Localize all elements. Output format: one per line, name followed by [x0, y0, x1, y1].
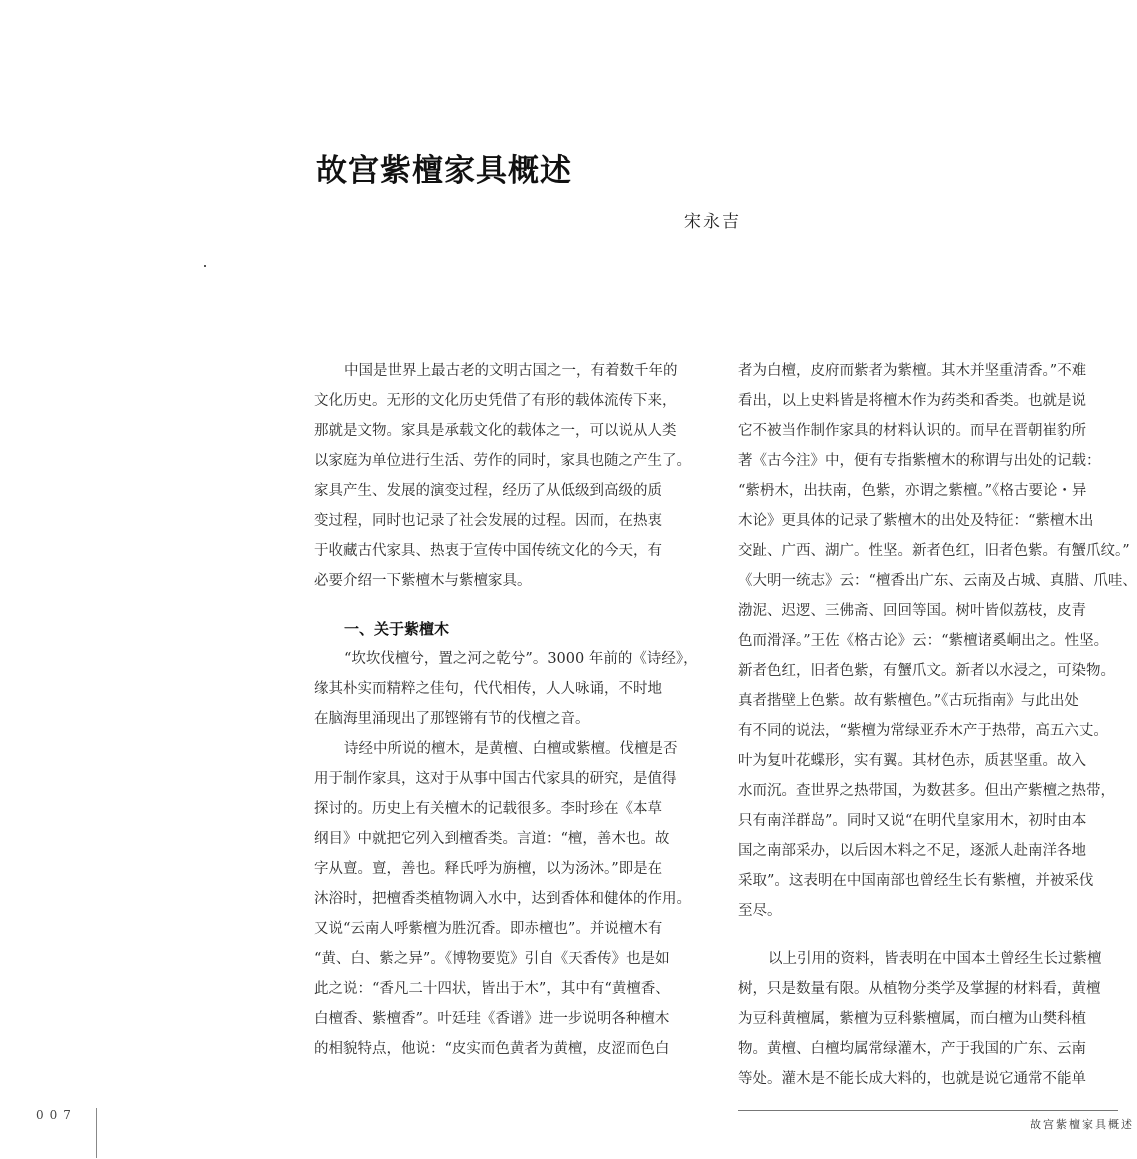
text-line: 木论》更具体的记录了紫檀木的出处及特征：“紫檀木出: [738, 513, 1094, 529]
left-column: [314, 356, 698, 1064]
text-line: 者为白檀，皮府而紫者为紫檀。其木并坚重清香。”不难: [738, 363, 1087, 379]
text-line: 用于制作家具，这对于从事中国古代家具的研究，是值得: [314, 771, 677, 787]
text-line: 沐浴时，把檀香类植物调入水中，达到香体和健体的作用。: [314, 891, 691, 907]
running-title: 故宫紫檀家具概述: [1030, 1118, 1134, 1131]
article-title: 故宫紫檀家具概述: [316, 153, 572, 189]
section-heading: 一、关于紫檀木: [344, 620, 450, 638]
text-line: 真者揩壁上色紫。故有紫檀色。”《古玩指南》与此出处: [738, 693, 1079, 709]
text-line: 有不同的说法，“紫檀为常绿亚乔木产于热带，高五六丈。: [738, 723, 1108, 739]
text-line: “紫枬木，出扶南，色紫，亦谓之紫檀。”《格古要论・异: [738, 483, 1087, 499]
text-line: 以家庭为单位进行生活、劳作的同时，家具也随之产生了。: [314, 453, 691, 469]
text-line: 只有南洋群岛”。同时又说“在明代皇家用木，初时由本: [738, 813, 1087, 829]
text-line: 又说“云南人呼紫檀为胜沉香。即赤檀也”。并说檀木有: [314, 921, 663, 937]
text-line: 以上引用的资料，皆表明在中国本土曾经生长过紫檀: [768, 951, 1102, 967]
text-line: 的相貌特点，他说：“皮实而色黄者为黄檀，皮涩而色白: [314, 1041, 670, 1057]
text-line: 中国是世界上最古老的文明古国之一，有着数千年的: [344, 363, 678, 379]
text-line: 在脑海里涌现出了那铿锵有节的伐檀之音。: [314, 711, 590, 727]
text-line: 《大明一统志》云：“檀香出广东、云南及占城、真腊、爪哇、: [738, 573, 1137, 589]
text-line: 著《古今注》中，便有专指紫檀木的称谓与出处的记载：: [738, 453, 1101, 469]
text-line: 至尽。: [738, 903, 782, 919]
text-line: “黄、白、紫之异”。《博物要览》引自《天香传》也是如: [314, 951, 670, 967]
text-line: 于收藏古代家具、热衷于宣传中国传统文化的今天，有: [314, 543, 662, 559]
gutter-divider: [96, 1108, 97, 1158]
text-line: 看出，以上史料皆是将檀木作为药类和香类。也就是说: [738, 393, 1086, 409]
text-line: 交趾、广西、湖广。性坚。新者色红，旧者色紫。有蟹爪纹。”: [738, 543, 1130, 559]
text-line: 白檀香、紫檀香”。叶廷珪《香谱》进一步说明各种檀木: [314, 1011, 670, 1027]
text-line: 为豆科黄檀属，紫檀为豆科紫檀属，而白檀为山樊科植: [738, 1011, 1086, 1027]
paragraph-gap: [738, 926, 1118, 944]
text-line: 等处。灌木是不能长成大料的，也就是说它通常不能单: [738, 1071, 1086, 1087]
text-line: 家具产生、发展的演变过程，经历了从低级到高级的质: [314, 483, 662, 499]
text-line: 缘其朴实而精粹之佳句，代代相传，人人咏诵，不时地: [314, 681, 662, 697]
text-line: 诗经中所说的檀木，是黄檀、白檀或紫檀。伐檀是否: [344, 741, 678, 757]
scan-speck: [204, 265, 206, 267]
text-line: 探讨的。历史上有关檀木的记载很多。李时珍在《本草: [314, 801, 662, 817]
text-line: 那就是文物。家具是承载文化的载体之一，可以说从人类: [314, 423, 677, 439]
page-number: 007: [36, 1108, 77, 1122]
text-line: 树，只是数量有限。从植物分类学及掌握的材料看，黄檀: [738, 981, 1101, 997]
footer-rule: [738, 1110, 1118, 1111]
text-line: 物。黄檀、白檀均属常绿灌木，产于我国的广东、云南: [738, 1041, 1086, 1057]
text-line: 新者色红，旧者色紫，有蟹爪文。新者以水浸之，可染物。: [738, 663, 1115, 679]
right-column: [738, 356, 1137, 1094]
text-line: 色而滑泽。”王佐《格古论》云：“紫檀诸奚峒出之。性坚。: [738, 633, 1109, 649]
text-line: 字从亶。亶，善也。释氏呼为旃檀，以为汤沐。”即是在: [314, 861, 663, 877]
paragraph-gap: [314, 596, 694, 614]
text-line: 纲目》中就把它列入到檀香类。言道：“檀，善木也。故: [314, 831, 670, 847]
text-line: 必要介绍一下紫檀木与紫檀家具。: [314, 573, 532, 589]
article-author: 宋永吉: [684, 212, 741, 232]
text-line: 采取”。这表明在中国南部也曾经生长有紫檀，并被采伐: [738, 873, 1094, 889]
text-line: 文化历史。无形的文化历史凭借了有形的载体流传下来，: [314, 393, 677, 409]
text-line: 此之说：“香凡二十四状，皆出于木”，其中有“黄檀香、: [314, 981, 670, 997]
text-line: “坎坎伐檀兮，置之河之乾兮”。3000 年前的《诗经》，: [344, 651, 698, 667]
text-line: 渤泥、迟逻、三佛斋、回回等国。树叶皆似荔枝，皮青: [738, 603, 1086, 619]
text-line: 它不被当作制作家具的材料认识的。而早在晋朝崔豹所: [738, 423, 1086, 439]
text-line: 变过程，同时也记录了社会发展的过程。因而，在热衷: [314, 513, 662, 529]
text-line: 叶为复叶花蝶形，实有翼。其材色赤，质甚坚重。故入: [738, 753, 1086, 769]
text-line: 水而沉。查世界之热带国，为数甚多。但出产紫檀之热带，: [738, 783, 1115, 799]
text-line: 国之南部采办，以后因木料之不足，逐派人赴南洋各地: [738, 843, 1086, 859]
